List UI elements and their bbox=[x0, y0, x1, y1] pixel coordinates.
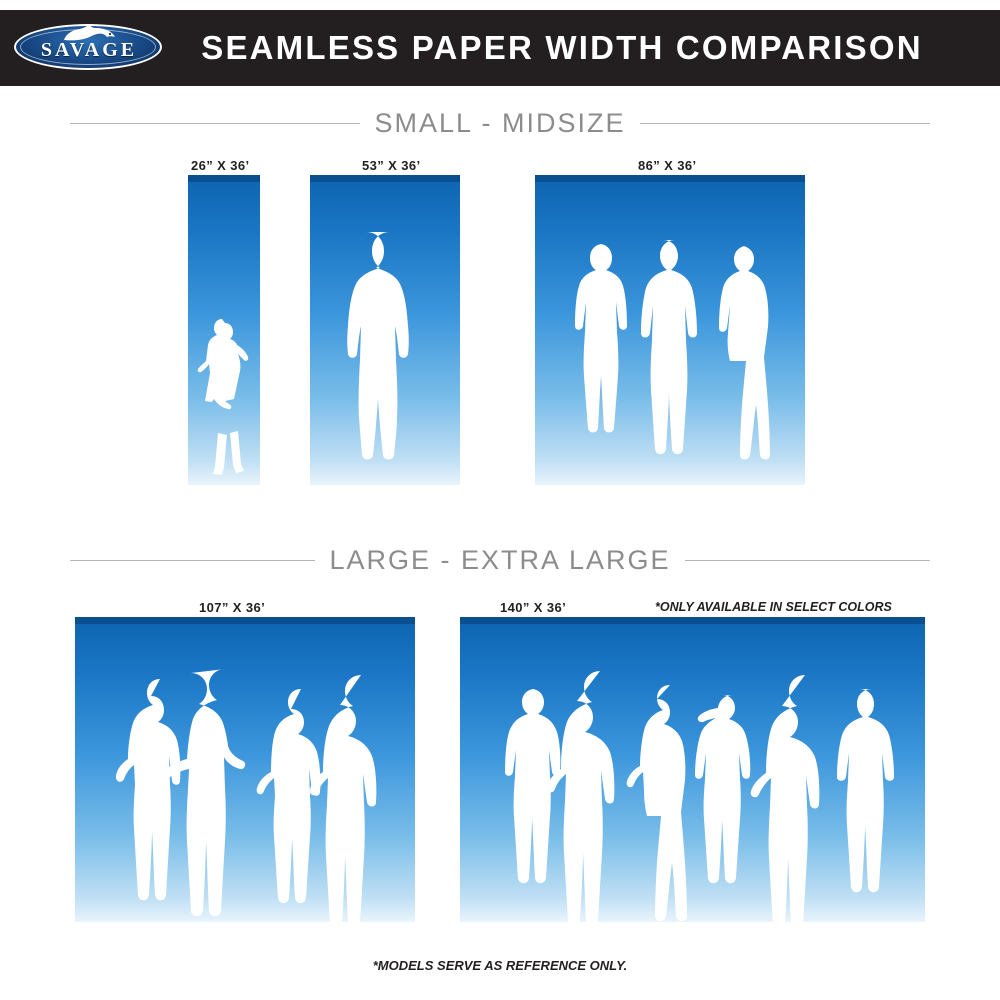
silhouette-child bbox=[196, 315, 254, 480]
logo-wordmark: SAVAGE bbox=[40, 38, 138, 61]
roll-label-26: 26” X 36’ bbox=[191, 158, 250, 173]
paper-roll-86 bbox=[535, 175, 805, 485]
silhouette-group-three bbox=[555, 240, 795, 485]
paper-roll-53 bbox=[310, 175, 460, 485]
section-heading-small-midsize bbox=[70, 108, 930, 139]
heading-rule-right bbox=[685, 560, 930, 561]
paper-roll-140 bbox=[460, 617, 925, 922]
header-bar bbox=[0, 10, 1000, 86]
savage-logo bbox=[14, 18, 164, 78]
roll-label-107: 107” X 36’ bbox=[199, 600, 266, 615]
roll-label-140: 140” X 36’ bbox=[500, 600, 567, 615]
select-colors-note: *ONLY AVAILABLE IN SELECT COLORS bbox=[655, 600, 892, 614]
paper-roll-26 bbox=[188, 175, 260, 485]
silhouette-man-large bbox=[340, 230, 440, 485]
silhouette-group-six bbox=[490, 667, 910, 922]
paper-roll-107 bbox=[75, 617, 415, 922]
section-heading-label: LARGE - EXTRA LARGE bbox=[329, 545, 671, 575]
silhouette-group-four bbox=[105, 667, 405, 922]
roll-label-86: 86” X 36’ bbox=[638, 158, 697, 173]
heading-rule-right bbox=[640, 123, 930, 124]
roll-cap bbox=[188, 175, 260, 182]
page-title: SEAMLESS PAPER WIDTH COMPARISON bbox=[201, 29, 923, 66]
section-heading-large-extra-large bbox=[70, 545, 930, 576]
roll-cap bbox=[535, 175, 805, 182]
heading-rule-left bbox=[70, 560, 315, 561]
section-heading-label: SMALL - MIDSIZE bbox=[374, 108, 626, 138]
roll-cap bbox=[75, 617, 415, 624]
heading-rule-left bbox=[70, 123, 360, 124]
roll-label-53: 53” X 36’ bbox=[362, 158, 421, 173]
roll-cap bbox=[310, 175, 460, 182]
footnote: *MODELS SERVE AS REFERENCE ONLY. bbox=[372, 958, 628, 973]
roll-cap bbox=[460, 617, 925, 624]
